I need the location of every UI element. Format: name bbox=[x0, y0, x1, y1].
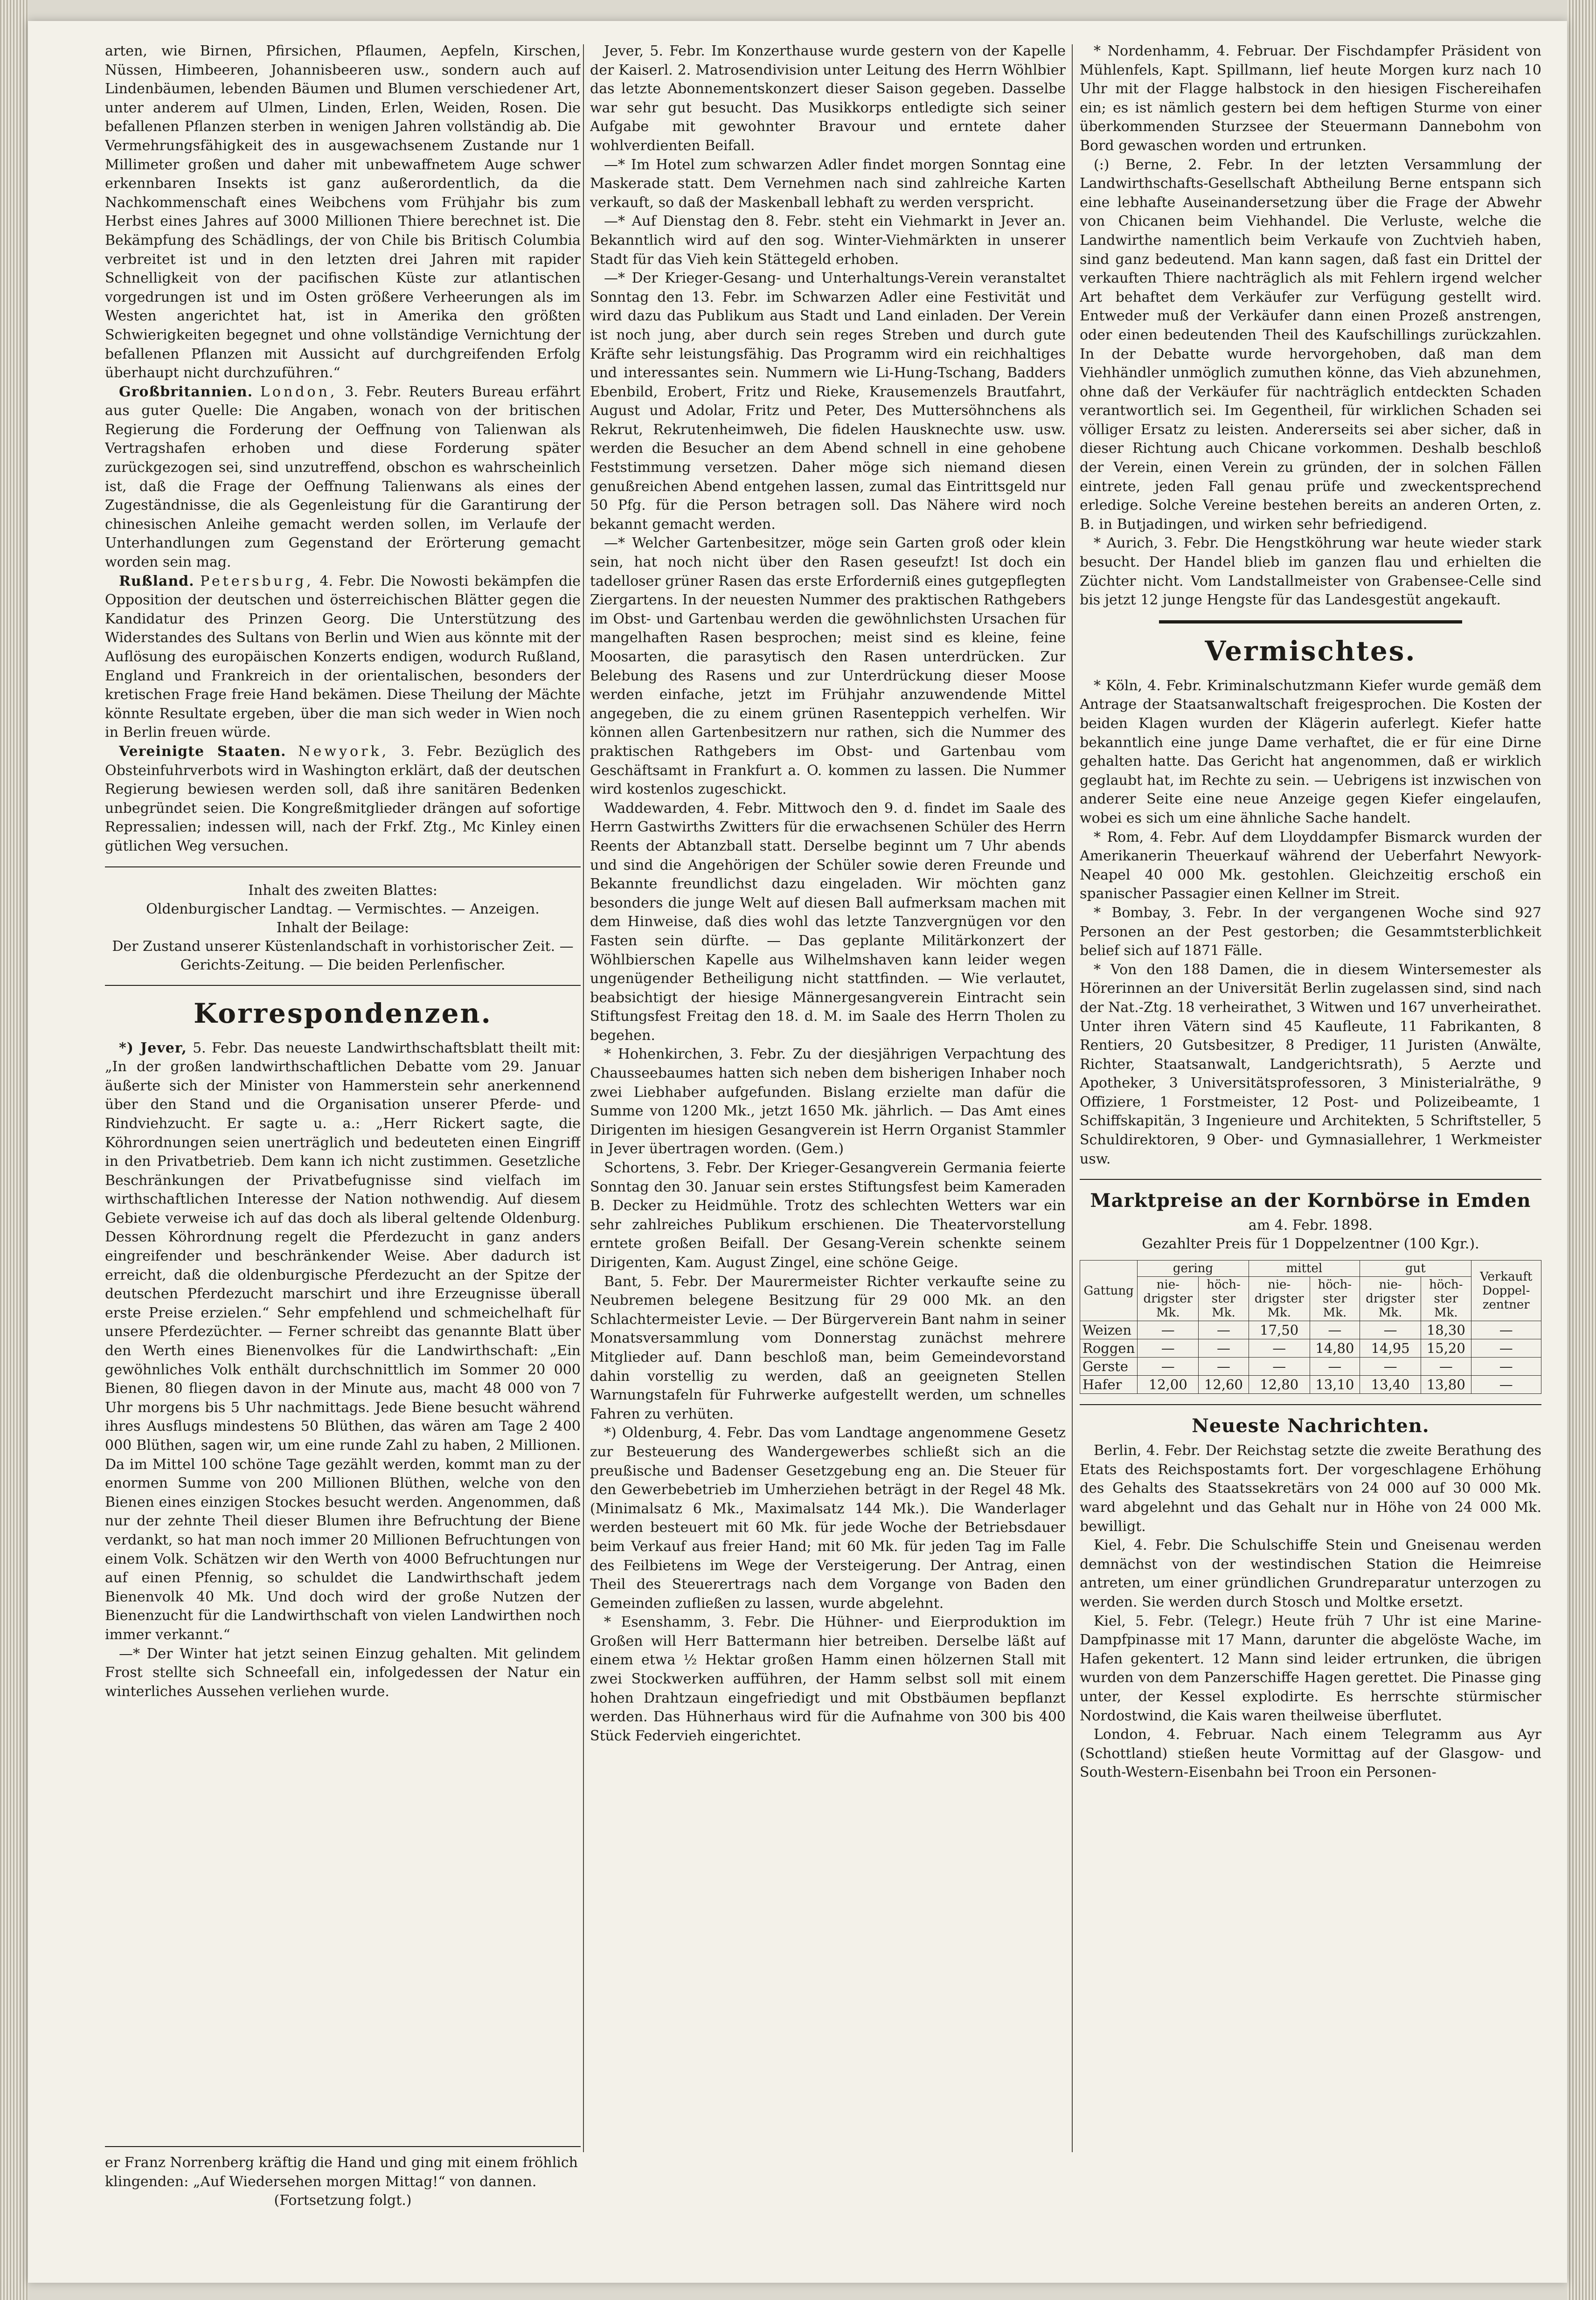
book-page-edges-right bbox=[1567, 0, 1596, 2300]
column-divider bbox=[1072, 44, 1073, 2152]
price-cell: — bbox=[1360, 1358, 1421, 1376]
price-cell: 13,10 bbox=[1310, 1376, 1360, 1394]
section-title-vermischtes: Vermischtes. bbox=[1205, 635, 1416, 667]
grain-name: Gerste bbox=[1080, 1358, 1138, 1376]
price-cell: 15,20 bbox=[1421, 1339, 1471, 1358]
article-text: 3. Febr. Reuters Bureau erfährt aus guter Quelle: Die Angaben, wonach von der britischen Regierung die Forderung der Oeffnung von Talienwan als Vertragshafen erhoben und diese Forderung später zurückgezogen sei, sind unzutreffend, obschon es wahrscheinlich ist, daß die Frage der Oeffnung Talienwans als eines der Zugeständnisse, die als Gegenleistung für die Garantirung der chinesischen Anleihe gemacht werden sollen, im Verlaufe der Unterhandlungen zum Gegenstand der Erörterung gemacht worden sein mag. bbox=[105, 383, 581, 571]
price-cell: 12,60 bbox=[1199, 1376, 1249, 1394]
price-cell: — bbox=[1471, 1376, 1541, 1394]
section-heading: Großbritannien. bbox=[119, 383, 253, 400]
serial-story-footer bbox=[105, 2146, 581, 2210]
contents-heading: Inhalt des zweiten Blattes: bbox=[248, 882, 437, 899]
table-row bbox=[1080, 1358, 1541, 1376]
article-schortens: Schortens, 3. Febr. Der Krieger-Gesangverein Germania feierte Sonntag den 30. Januar sein erstes Stiftungsfest beim Kameraden B. Decker zu Heidmühle. Trotz des schlechten Wetters war ein sehr zahlreiches Publikum erschienen. Die Theatervorstellung erntete großen Beifall. Der Gesang-Verein schenkte seinem Dirigenten, Kam. August Zingel, eine schöne Geige. bbox=[590, 1160, 1066, 1271]
price-cell: 14,80 bbox=[1310, 1339, 1360, 1358]
table-header-group: mittel bbox=[1249, 1261, 1360, 1277]
price-cell: — bbox=[1138, 1339, 1199, 1358]
divider-line bbox=[105, 866, 581, 867]
price-cell: 17,50 bbox=[1249, 1321, 1310, 1339]
price-cell: — bbox=[1199, 1358, 1249, 1376]
price-cell: 13,40 bbox=[1360, 1376, 1421, 1394]
serial-story-text: er Franz Norrenberg kräftig die Hand und ging mit einem fröhlich klingenden: „Auf Wiedersehen morgen Mittag!“ von dannen. bbox=[105, 2155, 578, 2190]
column-3 bbox=[1080, 42, 1541, 2234]
article-bant: Bant, 5. Febr. Der Maurermeister Richter verkaufte seine zu Neubremen belegene Besitzung für 29 000 Mk. an den Schlachtermeister Levie. — Der Bürgerverein Bant nahm in seiner Monatsversammlung vom Donnerstag zunächst mehrere Mitglieder auf. Dann beschloß man, beim Gemeindevorstand dahin vorstellig zu werden, daß an geeigneten Stellen Warnungstafeln für Fuhrwerke aufgestellt werden, um schnelles Fahren zu verhüten. bbox=[590, 1273, 1066, 1422]
article-aurich: * Aurich, 3. Febr. Die Hengstköhrung war heute wieder stark besucht. Der Handel blieb im ganzen flau und erhielten die Züchter nicht. Vom Landstallmeister von Grabensee-Celle sind bis jetzt 12 junge Hengste für das Landesgestüt angekauft. bbox=[1080, 535, 1541, 609]
article-kriegerverein: —* Der Krieger-Gesang- und Unterhaltungs-Verein veranstaltet Sonntag den 13. Febr. im Schwarzen Adler eine Festivität und wird dazu das Publikum aus Stadt und Land einladen. Der Verein ist noch jung, aber durch sein reges Streben und durch gute Kräfte sehr leistungsfähig. Das Programm wird ein reichhaltiges und interessantes sein. Nummern wie Li-Hung-Tschang, Badders Ebenbild, Erobert, Fritz und Rieke, Krausemenzels Brautfahrt, August und Adolar, Fritz und Peter, Des Muttersöhnchens als Rekrut, Rekrutenheimweh, Die fidelen Hausknechte usw. usw. werden die Besucher an dem Abend schnell in eine gehobene Feststimmung versetzen. Daher möge sich niemand diesen genußreichen Abend entgehen lassen, zumal das Eintrittsgeld nur 50 Pfg. für die Person betragen soll. Das Nähere wird noch bekannt gemacht werden. bbox=[590, 270, 1066, 533]
divider-line bbox=[105, 2146, 581, 2147]
article-russland bbox=[105, 572, 581, 742]
section-heading: Rußland. bbox=[119, 573, 194, 589]
table-row bbox=[1080, 1321, 1541, 1339]
table-subheader-high: höch- ster Mk. bbox=[1199, 1277, 1249, 1321]
price-cell: — bbox=[1138, 1358, 1199, 1376]
article-kiel-2: Kiel, 5. Febr. (Telegr.) Heute früh 7 Uhr ist eine Marine-Dampfpinasse mit 17 Mann, darunter die abgelöste Wache, im Hafen gekentert. 12 Mann sind leider ertrunken, die übrigen wurden von dem Panzerschiffe Hagen gerettet. Die Pinasse ging unter, der Kessel explodirte. Es herrschte stürmischer Nordostwind, die Kais waren theilweise überflutet. bbox=[1080, 1613, 1541, 1724]
article-garten: —* Welcher Gartenbesitzer, möge sein Garten groß oder klein sein, hat noch nicht über den Rasen geseufzt! Ist doch ein tadelloser grüner Rasen das erste Erforderniß eines gutgepflegten Ziergartens. In der neuesten Nummer des praktischen Rathgebers im Obst- und Gartenbau werden die gewöhnlichsten Ursachen für mangelhaften Rasen besprochen; meist sind es kleine, feine Moosarten, die parasytisch den Rasen unterdrücken. Zur Belebung des Rasens und zur Unterdrückung dieser Moose werden einfache, jetzt im Frühjahr anzuwendende Mittel angegeben, die zu einem grünen Rasenteppich verhelfen. Wir können allen Gartenbesitzern nur rathen, sich die Nummer des praktischen Rathgebers im Obst- und Gartenbau vom Geschäftsamt in Frankfurt a. O. kommen zu lassen. Die Nummer wird kostenlos zugeschickt. bbox=[590, 535, 1066, 798]
table-subheader-high: höch- ster Mk. bbox=[1310, 1277, 1360, 1321]
article-oldenburg: *) Oldenburg, 4. Febr. Das vom Landtage angenommene Gesetz zur Besteuerung des Wandergewerbes schließt sich an die preußische und Badenser Gesetzgebung eng an. Die Steuer für den Gewerbebetrieb im Umherziehen beträgt in der Regel 48 Mk. (Minimalsatz 6 Mk., Maximalsatz 144 Mk.). Die Wanderlager werden besteuert mit 60 Mk. für jede Woche der Betriebsdauer beim Verkauf aus freier Hand; mit 60 Mk. für jeden Tag im Falle des Feilbietens im Wege der Versteigerung. Der Antrag, einen Theil des Steuerertrags nach dem Vorgange von Baden den Gemeinden zufließen zu lassen, wurde abgelehnt. bbox=[590, 1425, 1066, 1612]
article-koeln: * Köln, 4. Febr. Kriminalschutzmann Kiefer wurde gemäß dem Antrage der Staatsanwaltschaft freigesprochen. Die Kosten der beiden Klagen wurden der Klägerin auferlegt. Kiefer hatte bekanntlich eine junge Dame verhaftet, die er für eine Dirne gehalten hatte. Das Gericht hat angenommen, daß er wirklich geglaubt hat, im Rechte zu sein. — Uebrigens ist inzwischen von anderer Seite eine neue Anzeige gegen Kiefer eingelaufen, wobei es sich um eine ähnliche Sache handelt. bbox=[1080, 677, 1541, 826]
price-cell: — bbox=[1310, 1321, 1360, 1339]
contents-box bbox=[105, 881, 581, 975]
price-cell: — bbox=[1249, 1339, 1310, 1358]
article-kiel-1: Kiel, 4. Febr. Die Schulschiffe Stein und Gneisenau werden demnächst von der westindischen Station die Heimreise antreten, um einer gründlichen Grundreparatur unterzogen zu werden. Sie werden durch Stosch und Moltke ersetzt. bbox=[1080, 1537, 1541, 1610]
table-subheader-high: höch- ster Mk. bbox=[1421, 1277, 1471, 1321]
article-maskerade: —* Im Hotel zum schwarzen Adler findet morgen Sonntag eine Maskerade statt. Dem Vernehmen nach sind zahlreiche Karten verkauft, so daß der Maskenball lebhaft zu werden verspricht. bbox=[590, 156, 1066, 211]
contents-heading: Inhalt der Beilage: bbox=[276, 919, 409, 936]
column-1 bbox=[105, 42, 581, 2234]
article-viehmarkt: —* Auf Dienstag den 8. Febr. steht ein Viehmarkt in Jever an. Bekanntlich wird auf den sog. Winter-Viehmärkten in unserer Stadt für das Vieh kein Stättegeld erhoben. bbox=[590, 213, 1066, 268]
article-berne: (:) Berne, 2. Febr. In der letzten Versammlung der Landwirthschafts-Gesellschaft Abtheilung Berne entspann sich eine lebhafte Auseinandersetzung über die Frage der Abwehr von Chicanen beim Viehhandel. Die Verluste, welche die Landwirthe namentlich beim Verkaufe von Zuchtvieh haben, sind ganz bedeutend. Man kann sagen, daß fast ein Drittel der verkauften Thiere nachträglich als mit Fehlern irgend welcher Art behaftet dem Verkäufer zur Verfügung gestellt wird. Entweder muß der Verkäufer dann einen Prozeß anstrengen, oder einen bedeutenden Theil des Kaufschillings zurückzahlen. In der Debatte wurde hervorgehoben, daß man dem Viehhändler unmöglich zumuthen könne, das Vieh abzunehmen, ohne daß der Verkäufer für nachträglich entdeckten Schaden verantwortlich sei. Im Gegentheil, für wirklichen Schaden sei völliger Ersatz zu leisten. Andererseits sei aber sicher, daß in dieser Richtung auch Chicane vorkommen. Deshalb beschloß der Verein, einen Verein zu gründen, der in solchen Fällen eintrete, jeden Fall genau prüfe und zweckentsprechend erledige. Solche Vereine bestehen bereits an anderen Orten, z. B. in Butjadingen, und wirken sehr befriedigend. bbox=[1080, 156, 1541, 533]
price-cell: 13,80 bbox=[1421, 1376, 1471, 1394]
market-prices-table bbox=[1080, 1260, 1541, 1394]
column-2 bbox=[590, 42, 1066, 2234]
table-subheader-low: nie- drigster Mk. bbox=[1249, 1277, 1310, 1321]
continued-note: (Fortsetzung folgt.) bbox=[274, 2192, 412, 2209]
grain-name: Weizen bbox=[1080, 1321, 1138, 1339]
article-text: 5. Febr. Das neueste Landwirthschaftsblatt theilt mit: „In der großen landwirthschaftlichen Debatte vom 29. Januar äußerte sich der Minister von Hammerstein sehr anerkennend über den Stand und die Organisation unserer Pferde- und Rindviehzucht. Er sagte u. a.: „Herr Rickert sagte, die Köhrordnungen seien unerträglich und bedeuteten einen Eingriff in den Privatbetrieb. Dem kann ich nicht zustimmen. Gesetzliche Beschränkungen der Privatbefugnisse sind vielfach im wirthschaftlichen Interesse der Nation nothwendig. Auf diesem Gebiete verweise ich auf das doch als liberal geltende Oldenburg. Dessen Köhrordnung regelt die Pferdezucht in ganz anders eingreifender und beschränkender Weise. Aber dadurch ist erreicht, daß die oldenburgische Pferdezucht an der Spitze der deutschen Pferdezucht marschirt und ihre Erzeugnisse überall erste Preise erzielen.“ Sehr empfehlend und schmeichelhaft für unsere Pferdezüchter. — Ferner schreibt das genannte Blatt über den Werth eines Bienenvolkes für die Landwirthschaft: „Ein gewöhnliches Volk enthält durchschnittlich im Sommer 20 000 Bienen, 80 fliegen davon in der Minute aus, macht 48 000 von 7 Uhr morgens bis 5 Uhr nachmittags. Jede Biene besucht während ihres Ausflugs mindestens 50 Blüthen, das wären am Tage 2 400 000 Blüthen, sagen wir, um eine runde Zahl zu haben, 2 Millionen. Da im Mittel 100 schöne Tage gezählt werden, kommt man zu der enormen Summe von 200 Millionen Blüthen, welche von den Bienen eines einzigen Stockes besucht werden. Angenommen, daß nur der zehnte Theil dieser Blumen ihre Befruchtung der Biene verdankt, so hat man noch immer 20 Millionen Befruchtungen von einem Volk. Schätzen wir den Werth von 4000 Befruchtungen nur auf einen Pfennig, so schuldet die Landwirthschaft jedem Bienenvolk 40 Mk. Und doch wird der große Nutzen der Bienenzucht für die Landwirthschaft von vielen Landwirthen noch immer verkannt.“ bbox=[105, 1039, 581, 1643]
table-header-group: gering bbox=[1138, 1261, 1249, 1277]
dateline-place: London, bbox=[260, 383, 338, 400]
article-jever-konzert: Jever, 5. Febr. Im Konzerthause wurde gestern von der Kapelle der Kaiserl. 2. Matrosendivision unter Leitung des Herrn Wöhlbier das letzte Abonnementskonzert dieser Saison gegeben. Dasselbe war sehr gut besucht. Das Musikkorps entledigte sich seiner Aufgabe mit gewohnter Bravour und erntete daher wohlverdienten Beifall. bbox=[590, 43, 1066, 154]
dateline-place: Petersburg, bbox=[200, 573, 314, 589]
price-cell: 14,95 bbox=[1360, 1339, 1421, 1358]
article-winter: —* Der Winter hat jetzt seinen Einzug gehalten. Mit gelindem Frost stellte sich Schneefall ein, infolgedessen der Natur ein winterliches Aussehen verliehen wurde. bbox=[105, 1645, 581, 1700]
price-cell: — bbox=[1471, 1358, 1541, 1376]
section-title-korrespondenzen: Korrespondenzen. bbox=[194, 997, 492, 1029]
table-row bbox=[1080, 1376, 1541, 1394]
divider-line bbox=[105, 985, 581, 986]
price-cell: — bbox=[1360, 1321, 1421, 1339]
divider-line bbox=[1080, 1179, 1541, 1180]
section-title-neueste-nachrichten: Neueste Nachrichten. bbox=[1192, 1415, 1429, 1437]
market-prices-body bbox=[1080, 1321, 1541, 1394]
article-text: 4. Febr. Die Nowosti bekämpfen die Opposition der deutschen und österreichischen Blätter gegen die Kandidatur des Prinzen Georg. Die Unterstützung des Widerstandes des Sultans von Berlin und Wien aus könnte mit der Auflösung des europäischen Konzerts endigen, wodurch Rußland, England und Frankreich in der orientalischen, besonders der kretischen Frage freie Hand bekämen. Diese Theilung der Mächte könnte Resultate ergeben, über die man sich weder in Wien noch in Berlin freuen würde. bbox=[105, 573, 581, 741]
article-damen: * Von den 188 Damen, die in diesem Wintersemester als Hörerinnen an der Universität Berlin zugelassen sind, sind nach der Nat.-Ztg. 18 verheirathet, 3 Witwen und 167 unverheirathet. Unter ihren Vätern sind 45 Kaufleute, 11 Fabrikanten, 8 Rentiers, 20 Gutsbesitzer, 8 Prediger, 11 Juristen (Anwälte, Richter, Staatsanwalt, Landgerichtsrath), 5 Aerzte und Apotheker, 3 Universitätsprofessoren, 3 Ministerialräthe, 9 Offiziere, 1 Forstmeister, 12 Post- und Polizeibeamte, 1 Schiffskapitän, 3 Ingenieure und Architekten, 5 Schriftsteller, 5 Schuldirektoren, 9 Ober- und Gymnasiallehrer, 1 Werkmeister usw. bbox=[1080, 961, 1541, 1167]
article-bombay: * Bombay, 3. Febr. In der vergangenen Woche sind 927 Personen an der Pest gestorben; die Gesammtsterblichkeit belief sich auf 1871 Fälle. bbox=[1080, 904, 1541, 959]
price-cell: — bbox=[1471, 1321, 1541, 1339]
divider-thick bbox=[1159, 620, 1462, 623]
divider-line bbox=[1080, 1404, 1541, 1405]
article-rom: * Rom, 4. Febr. Auf dem Lloyddampfer Bismarck wurden der Amerikanerin Theuerkauf während der Ueberfahrt Newyork-Neapel 40 000 Mk. gestohlen. Gleichzeitig erschoß ein spanischer Passagier einen Kellner im Streit. bbox=[1080, 829, 1541, 902]
article-grossbritannien bbox=[105, 383, 581, 572]
grain-name: Roggen bbox=[1080, 1339, 1138, 1358]
contents-text: Der Zustand unserer Küstenlandschaft in vorhistorischer Zeit. — Gerichts-Zeitung. — Die beiden Perlenfischer. bbox=[112, 938, 574, 973]
contents-text: Oldenburgischer Landtag. — Vermischtes. — Anzeigen. bbox=[146, 901, 540, 917]
table-header-group: gut bbox=[1360, 1261, 1471, 1277]
table-subheader-low: nie- drigster Mk. bbox=[1360, 1277, 1421, 1321]
dateline-place: Newyork, bbox=[298, 743, 389, 760]
market-prices-subtitle: Gezahlter Preis für 1 Doppelzentner (100 Kgr.). bbox=[1142, 1236, 1479, 1253]
article-esenshamm: * Esenshamm, 3. Febr. Die Hühner- und Eierproduktion im Großen will Herr Battermann hier betreiben. Derselbe läßt auf einem etwa ½ Hektar großen Hamm einen hölzernen Stall mit zwei Stockwerken aufführen, der Hamm selbst soll mit einem hohen Drahtzaun eingefriedigt und mit Obstbäumen bepflanzt werden. Das Hühnerhaus wird für die Aufnahme von 300 bis 400 Stück Federvieh eingerichtet. bbox=[590, 1614, 1066, 1744]
market-prices-date: am 4. Febr. 1898. bbox=[1248, 1217, 1373, 1234]
price-cell: — bbox=[1199, 1339, 1249, 1358]
price-cell: — bbox=[1421, 1358, 1471, 1376]
price-cell: — bbox=[1310, 1358, 1360, 1376]
article-berlin: Berlin, 4. Febr. Der Reichstag setzte die zweite Berathung des Etats des Reichspostamts fort. Der vorgeschlagene Erhöhung des Gehalts des Staatssekretärs von 24 000 auf 30 000 Mk. ward abgelehnt und das Gehalt nur in Höhe von 24 000 Mk. bewilligt. bbox=[1080, 1442, 1541, 1535]
article-london: London, 4. Februar. Nach einem Telegramm aus Ayr (Schottland) stießen heute Vormittag auf der Glasgow- und South-Western-Eisenbahn bei Troon ein Personen- bbox=[1080, 1726, 1541, 1781]
price-cell: — bbox=[1471, 1339, 1541, 1358]
market-prices-title: Marktpreise an der Kornbörse in Emden bbox=[1090, 1190, 1531, 1212]
section-heading: Vereinigte Staaten. bbox=[119, 743, 286, 760]
article-continuation: arten, wie Birnen, Pfirsichen, Pflaumen, Aepfeln, Kirschen, Nüssen, Himbeeren, Johannisbeeren usw., sondern auch auf Lindenbäumen, lebenden Bäumen und Blumen verschiedener Art, unter anderem auf Ulmen, Linden, Erlen, Weiden, Rosen. Die befallenen Pflanzen sterben in wenigen Jahren vollständig ab. Die Vermehrungsfähigkeit des in ausgewachsenem Zustande nur 1 Millimeter großen und daher mit unbewaffnetem Auge schwer erkennbaren Insekts ist ganz außerordentlich, da die Nachkommenschaft eines Weibchens vom Frühjahr bis zum Herbst eines Jahres auf 3000 Millionen Thiere berechnet ist. Die Bekämpfung des Schädlings, der von Chile bis Britisch Columbia verbreitet ist und in den letzten drei Jahren mit rapider Schnelligkeit von der pacifischen Küste zur atlantischen vorgedrungen ist und im Osten größere Verheerungen als im Westen angerichtet hat, ist in Amerika den größten Schwierigkeiten begegnet und ohne vollständige Vernichtung der befallenen Pflanzen mit Aussicht auf durchgreifenden Erfolg überhaupt nicht durchzuführen.“ bbox=[105, 43, 581, 381]
grain-name: Hafer bbox=[1080, 1376, 1138, 1394]
price-cell: — bbox=[1249, 1358, 1310, 1376]
price-cell: 12,00 bbox=[1138, 1376, 1199, 1394]
article-jever bbox=[105, 1039, 581, 1645]
article-hohenkirchen: * Hohenkirchen, 3. Febr. Zu der diesjährigen Verpachtung des Chausseebaumes hatten sich neben dem bisherigen Inhaber noch zwei Liebhaber aufgefunden. Bislang erzielte man dafür die Summe von 1200 Mk., jetzt 1650 Mk. jährlich. — Das Amt eines Dirigenten im hiesigen Gesangverein ist Herrn Organist Stammler in Jever übertragen worden. (Gem.) bbox=[590, 1046, 1066, 1157]
article-text: 3. Febr. Bezüglich des Obsteinfuhrverbots wird in Washington erklärt, daß der deutschen Regierung bewiesen werden soll, daß ihre sanitären Bedenken unbegründet seien. Die Kongreßmitglieder drängen auf sofortige Repressalien; indessen will, nach der Frkf. Ztg., Mc Kinley einen gütlichen Weg versuchen. bbox=[105, 743, 581, 854]
table-subheader-low: nie- drigster Mk. bbox=[1138, 1277, 1199, 1321]
table-header-verkauft: Verkauft Doppel- zentner bbox=[1471, 1261, 1541, 1321]
table-header-gattung: Gattung bbox=[1080, 1261, 1138, 1321]
column-divider bbox=[583, 44, 584, 2152]
price-cell: — bbox=[1138, 1321, 1199, 1339]
article-vereinigte-staaten bbox=[105, 742, 581, 856]
dateline: *) Jever, bbox=[119, 1039, 187, 1056]
book-page-edges-left bbox=[0, 0, 28, 2300]
article-nordenhamm: * Nordenhamm, 4. Februar. Der Fischdampfer Präsident von Mühlenfels, Kapt. Spillmann, lief heute Morgen kurz nach 10 Uhr mit der Flagge halbstock in den hiesigen Fischereihafen ein; es ist nämlich gestern bei dem heftigen Sturme von einer überkommenden Sturzsee der Steuermann Dannebohm von Bord gewaschen worden und ertrunken. bbox=[1080, 43, 1541, 154]
article-waddewarden: Waddewarden, 4. Febr. Mittwoch den 9. d. findet im Saale des Herrn Gastwirths Zwitters für die erwachsenen Schüler des Herrn Reents der Abtanzball statt. Derselbe beginnt um 7 Uhr abends und sind die Angehörigen der Schüler sowie deren Freunde und Bekannte freundlichst dazu eingeladen. Wir möchten ganz besonders die junge Welt auf diesen Ball aufmerksam machen mit dem Hinweise, daß dies wohl das letzte Tanzvergnügen vor den Fasten sein dürfte. — Das geplante Militärkonzert der Wöhlbierschen Kapelle aus Wilhelmshaven kann leider wegen ungenügender Betheiligung nicht stattfinden. — Wie verlautet, beabsichtigt der hiesige Männergesangverein Eintracht sein Stiftungsfest Freitag den 18. d. M. im Saale des Herrn Tholen zu begehen. bbox=[590, 800, 1066, 1044]
price-cell: — bbox=[1199, 1321, 1249, 1339]
price-cell: 12,80 bbox=[1249, 1376, 1310, 1394]
price-cell: 18,30 bbox=[1421, 1321, 1471, 1339]
table-row bbox=[1080, 1339, 1541, 1358]
